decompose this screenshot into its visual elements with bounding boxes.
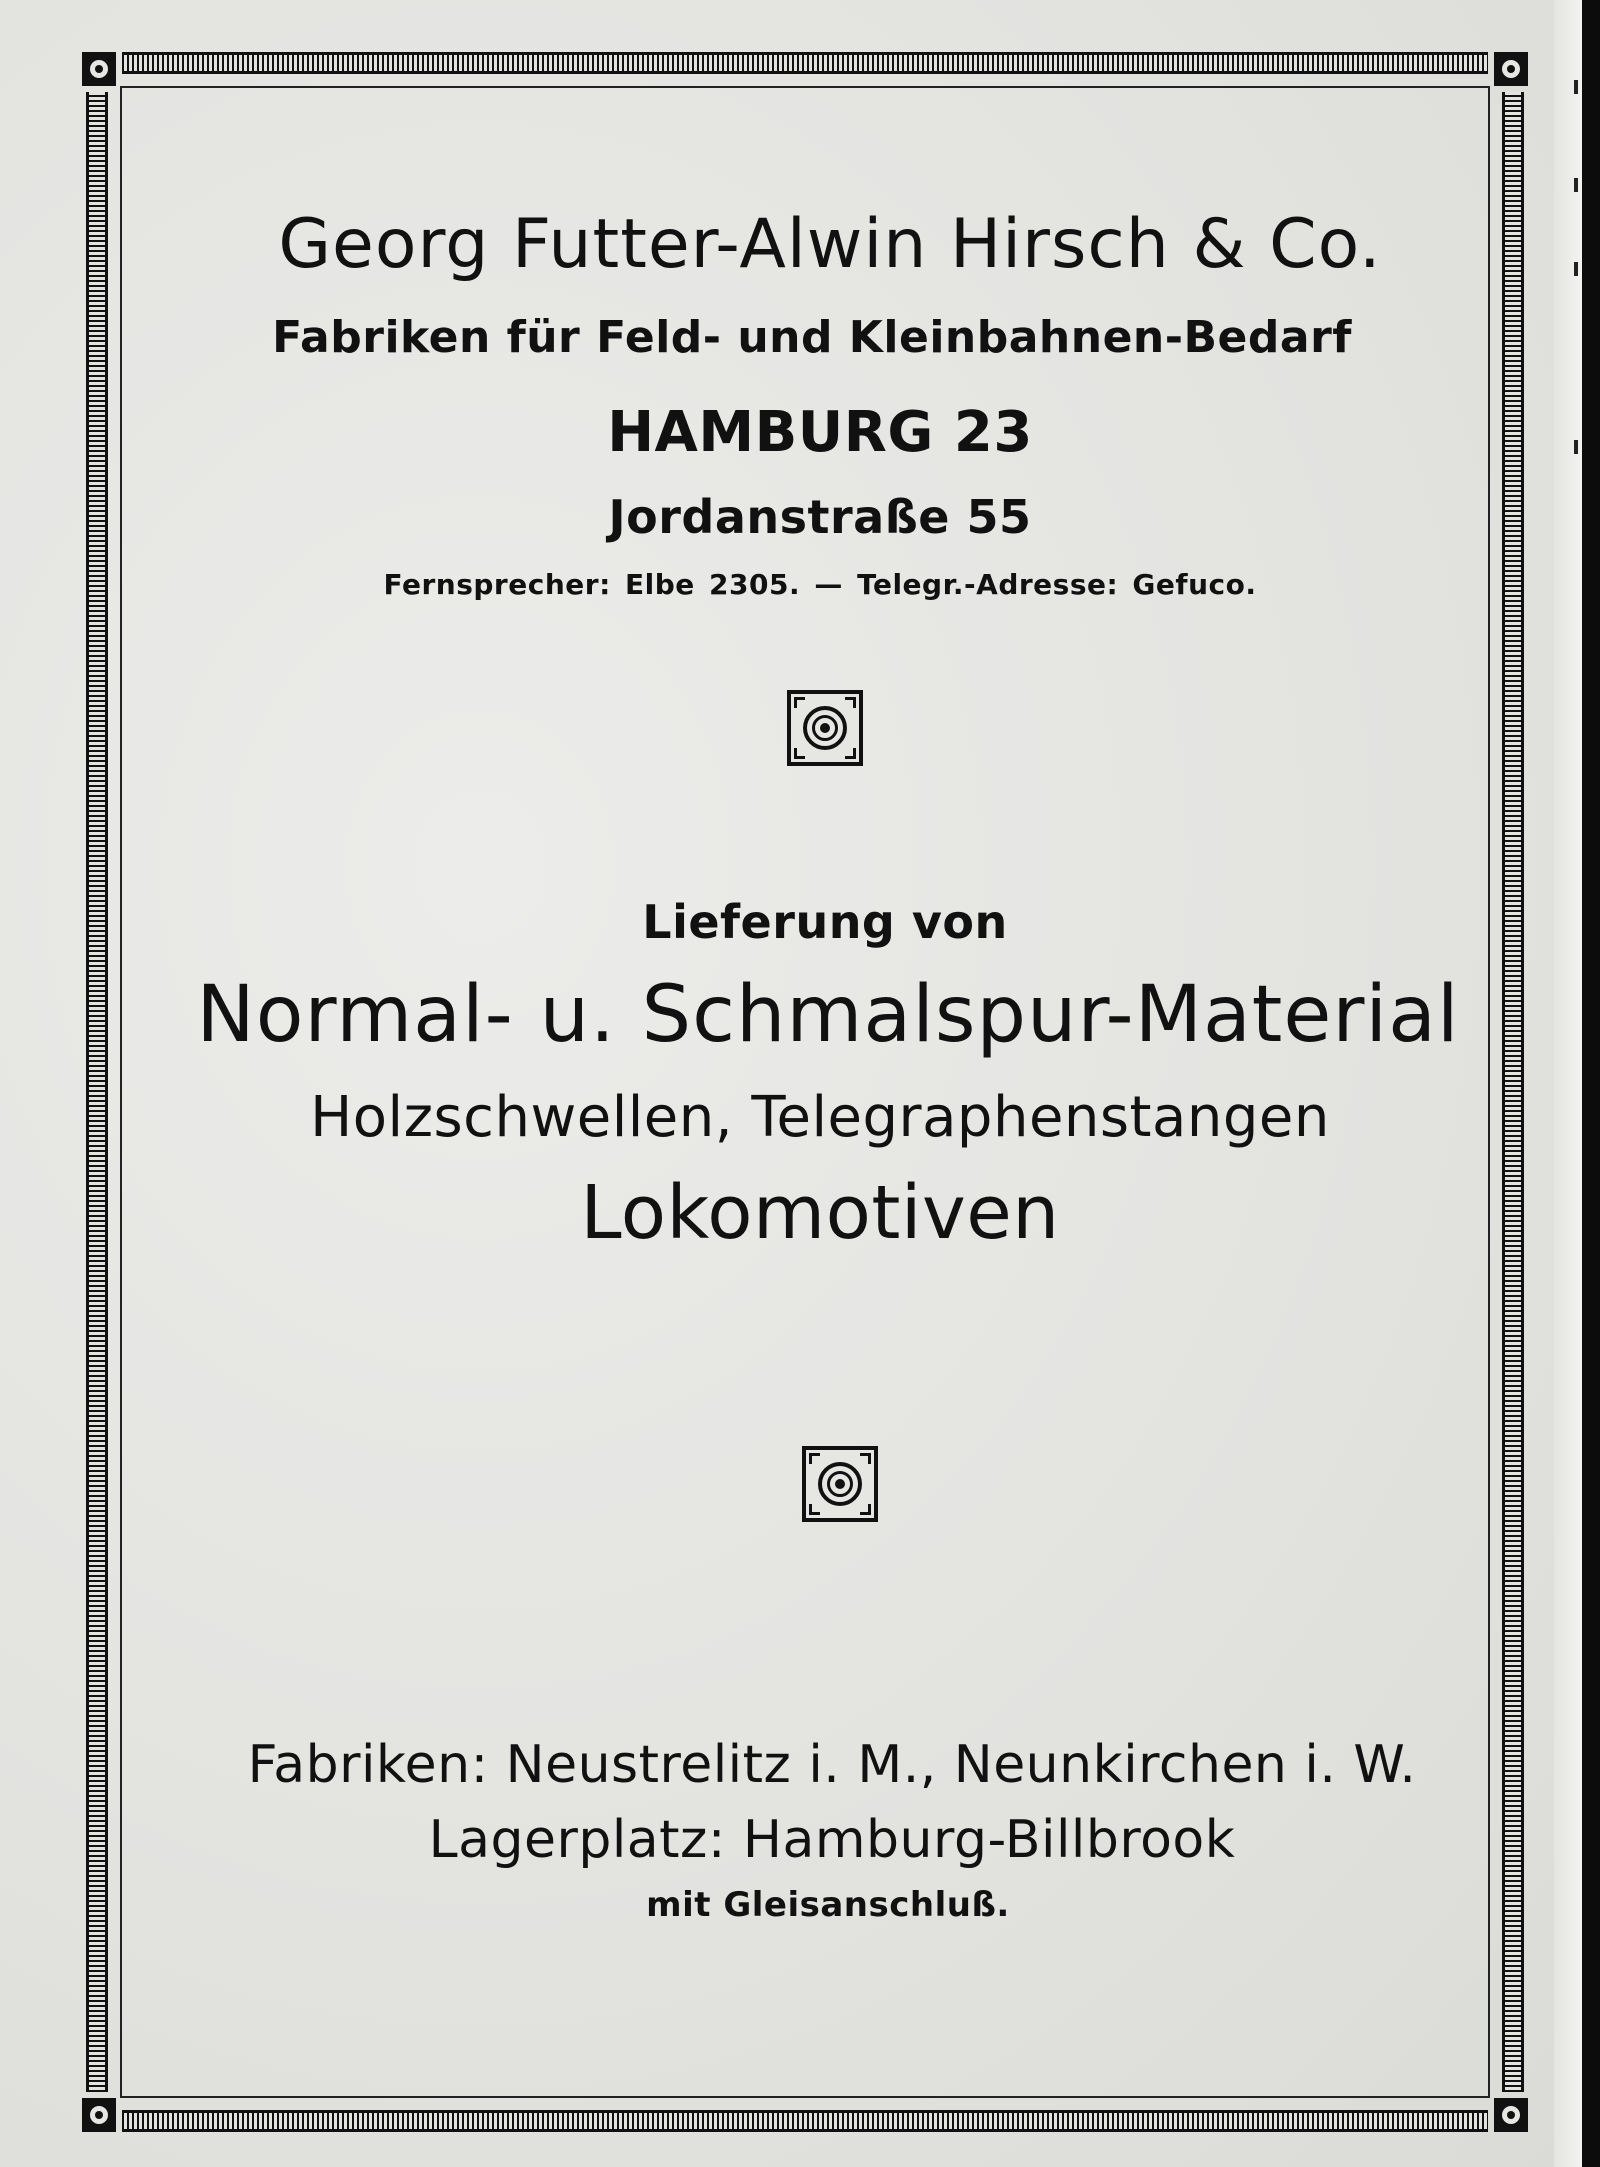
frame-corner-bottom-left-icon xyxy=(82,2098,116,2132)
company-name: Georg Futter-Alwin Hirsch & Co. xyxy=(278,205,1382,284)
city: HAMBURG 23 xyxy=(607,400,1033,465)
frame-corner-top-left-icon xyxy=(82,52,116,86)
divider-ornament-icon xyxy=(802,1446,878,1522)
offer-tertiary: Lokomotiven xyxy=(580,1170,1060,1256)
contact-line: Fernsprecher: Elbe 2305. — Telegr.-Adresse: Gefuco. xyxy=(383,568,1257,601)
frame-top-border xyxy=(122,52,1488,74)
factories-line: Fabriken: Neustrelitz i. M., Neunkirchen i. W. xyxy=(247,1735,1417,1795)
rail-connection-line: mit Gleisanschluß. xyxy=(646,1885,1010,1925)
street-address: Jordanstraße 55 xyxy=(608,490,1032,544)
offer-intro: Lieferung von xyxy=(642,895,1008,949)
frame-corner-bottom-right-icon xyxy=(1494,2098,1528,2132)
frame-corner-top-right-icon xyxy=(1494,52,1528,86)
storage-line: Lagerplatz: Hamburg-Billbrook xyxy=(428,1810,1236,1870)
company-subtitle: Fabriken für Feld- und Kleinbahnen-Bedarf xyxy=(272,312,1352,363)
divider-ornament-icon xyxy=(787,690,863,766)
frame-bottom-border xyxy=(122,2110,1488,2132)
offer-main-heading: Normal- u. Schmalspur-Material xyxy=(196,970,1460,1060)
offer-secondary: Holzschwellen, Telegraphenstangen xyxy=(310,1085,1330,1150)
